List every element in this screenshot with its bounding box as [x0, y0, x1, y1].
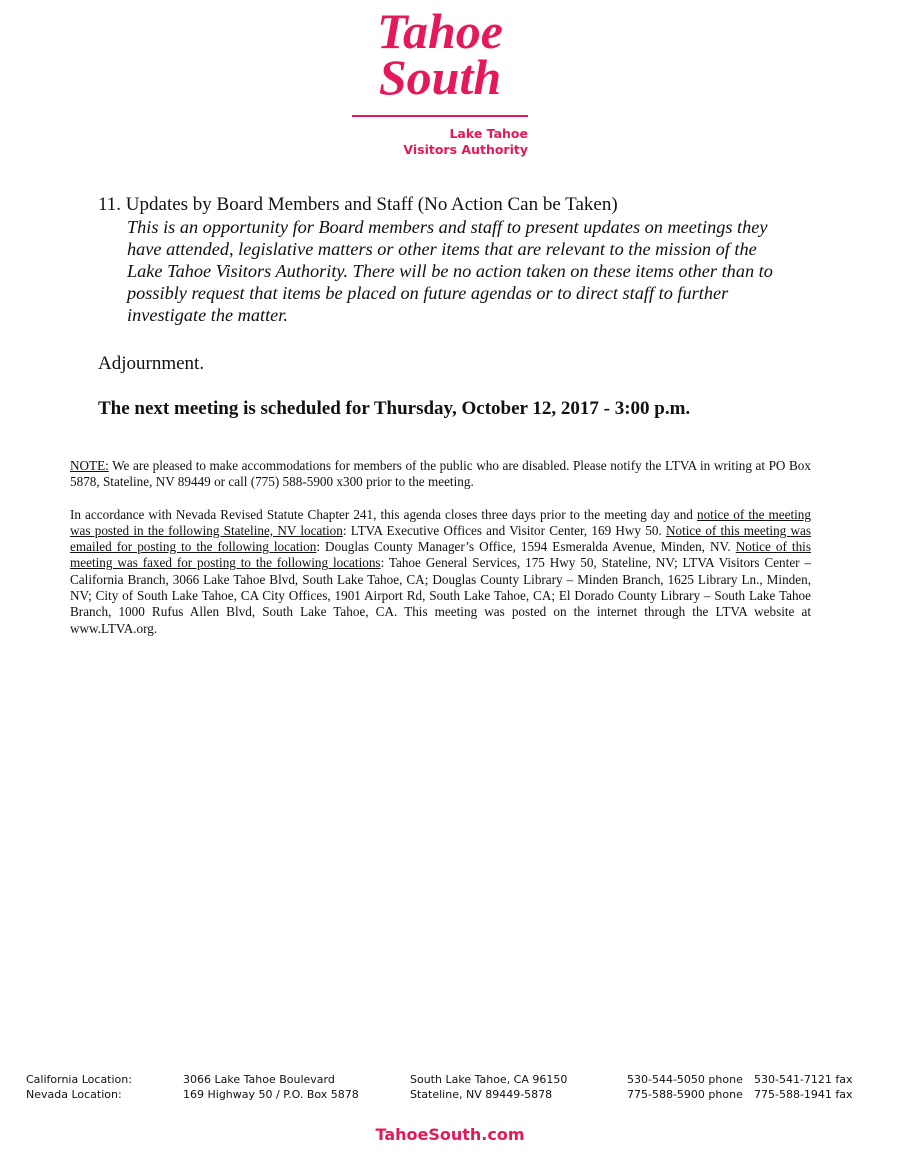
footer-location-label: Nevada Location: [26, 1088, 122, 1101]
logo-subtitle-line1: Lake Tahoe [449, 126, 528, 141]
agenda-item-description-line: possibly request that items be placed on future agendas or to direct staff to further [127, 283, 729, 303]
logo-graphic [350, 2, 530, 157]
footer-city: South Lake Tahoe, CA 96150 [410, 1073, 568, 1086]
agenda-item-description-line: investigate the matter. [127, 305, 288, 325]
agenda-item-description-line: have attended, legislative matters or other items that are relevant to the mission of the [127, 239, 757, 259]
notes-section [70, 458, 811, 653]
agenda-item-title: 11. Updates by Board Members and Staff (No Action Can be Taken) [98, 194, 618, 215]
footer-address: 3066 Lake Tahoe Boulevard [183, 1073, 335, 1086]
posting-intro: In accordance with Nevada Revised Statute Chapter 241, this agenda closes three days prior to the meeting day and [70, 506, 697, 522]
footer-city: Stateline, NV 89449-5878 [410, 1088, 553, 1101]
posting-notice [70, 507, 811, 637]
posting-emailed-location: : Douglas County Manager’s Office, 1594 Esmeralda Avenue, Minden, NV. [316, 539, 736, 555]
footer-fax: 775-588-1941 fax [754, 1088, 853, 1101]
footer-address: 169 Highway 50 / P.O. Box 5878 [183, 1088, 359, 1101]
footer-contacts [26, 1072, 866, 1102]
logo-word-tahoe: Tahoe [377, 3, 503, 59]
footer-fax: 530-541-7121 fax [754, 1073, 853, 1086]
footer-row-nevada [26, 1087, 866, 1102]
logo-subtitle-line2: Visitors Authority [403, 142, 528, 157]
tahoe-south-logo [350, 2, 530, 157]
website-link[interactable]: TahoeSouth.com [375, 1125, 525, 1144]
posting-faxed-locations: : Tahoe General Services, 175 Hwy 50, Stateline, NV; LTVA Visitors Center – California Branch, 3066 Lake Tahoe Blvd, South Lake Tahoe, CA; Douglas County Library – Minden Branch, 1625 Library Ln., Minden, NV; City of South Lake Tahoe, CA City Offices, 1901 Airport Rd, South Lake Tahoe, CA; El Dorado County Library – South Lake Tahoe Branch, 1000 Rufus Allen Blvd, South Lake Tahoe, CA. This meeting was posted on the internet through the LTVA website at www.LTVA.org. [70, 555, 812, 636]
agenda-section [98, 194, 838, 421]
agenda-item-description-line: Lake Tahoe Visitors Authority. There will be no action taken on these items other than to [127, 261, 773, 281]
footer-phone: 530-544-5050 phone [627, 1073, 743, 1086]
footer-location-label: California Location: [26, 1073, 132, 1086]
footer-row-california [26, 1072, 866, 1087]
footer-phone: 775-588-5900 phone [627, 1088, 743, 1101]
posting-underlined-emailed: Notice of this meeting was emailed for posting to the following location [70, 522, 811, 555]
posting-stateline-location: : LTVA Executive Offices and Visitor Center, 169 Hwy 50. [342, 522, 666, 538]
adjournment: Adjournment. [98, 353, 205, 374]
accessibility-note [70, 458, 811, 491]
note-text: We are pleased to make accommodations for members of the public who are disabled. Please notify the LTVA in writing at PO Box 5878, Stateline, NV 89449 or call (775) 588-5900 x300 prior to the meeting. [70, 458, 811, 490]
posting-underlined-stateline: notice of the meeting was posted in the following Stateline, NV location [70, 506, 811, 538]
agenda-item-description-line: This is an opportunity for Board members and staff to present updates on meetings they [127, 217, 768, 237]
logo-word-south: South [378, 49, 502, 105]
agenda-item-description [127, 216, 827, 326]
next-meeting-notice: The next meeting is scheduled for Thursday, October 12, 2017 - 3:00 p.m. [98, 398, 691, 419]
note-label: NOTE: [70, 458, 109, 473]
posting-underlined-faxed: Notice of this meeting was faxed for posting to the following locations [70, 539, 811, 571]
